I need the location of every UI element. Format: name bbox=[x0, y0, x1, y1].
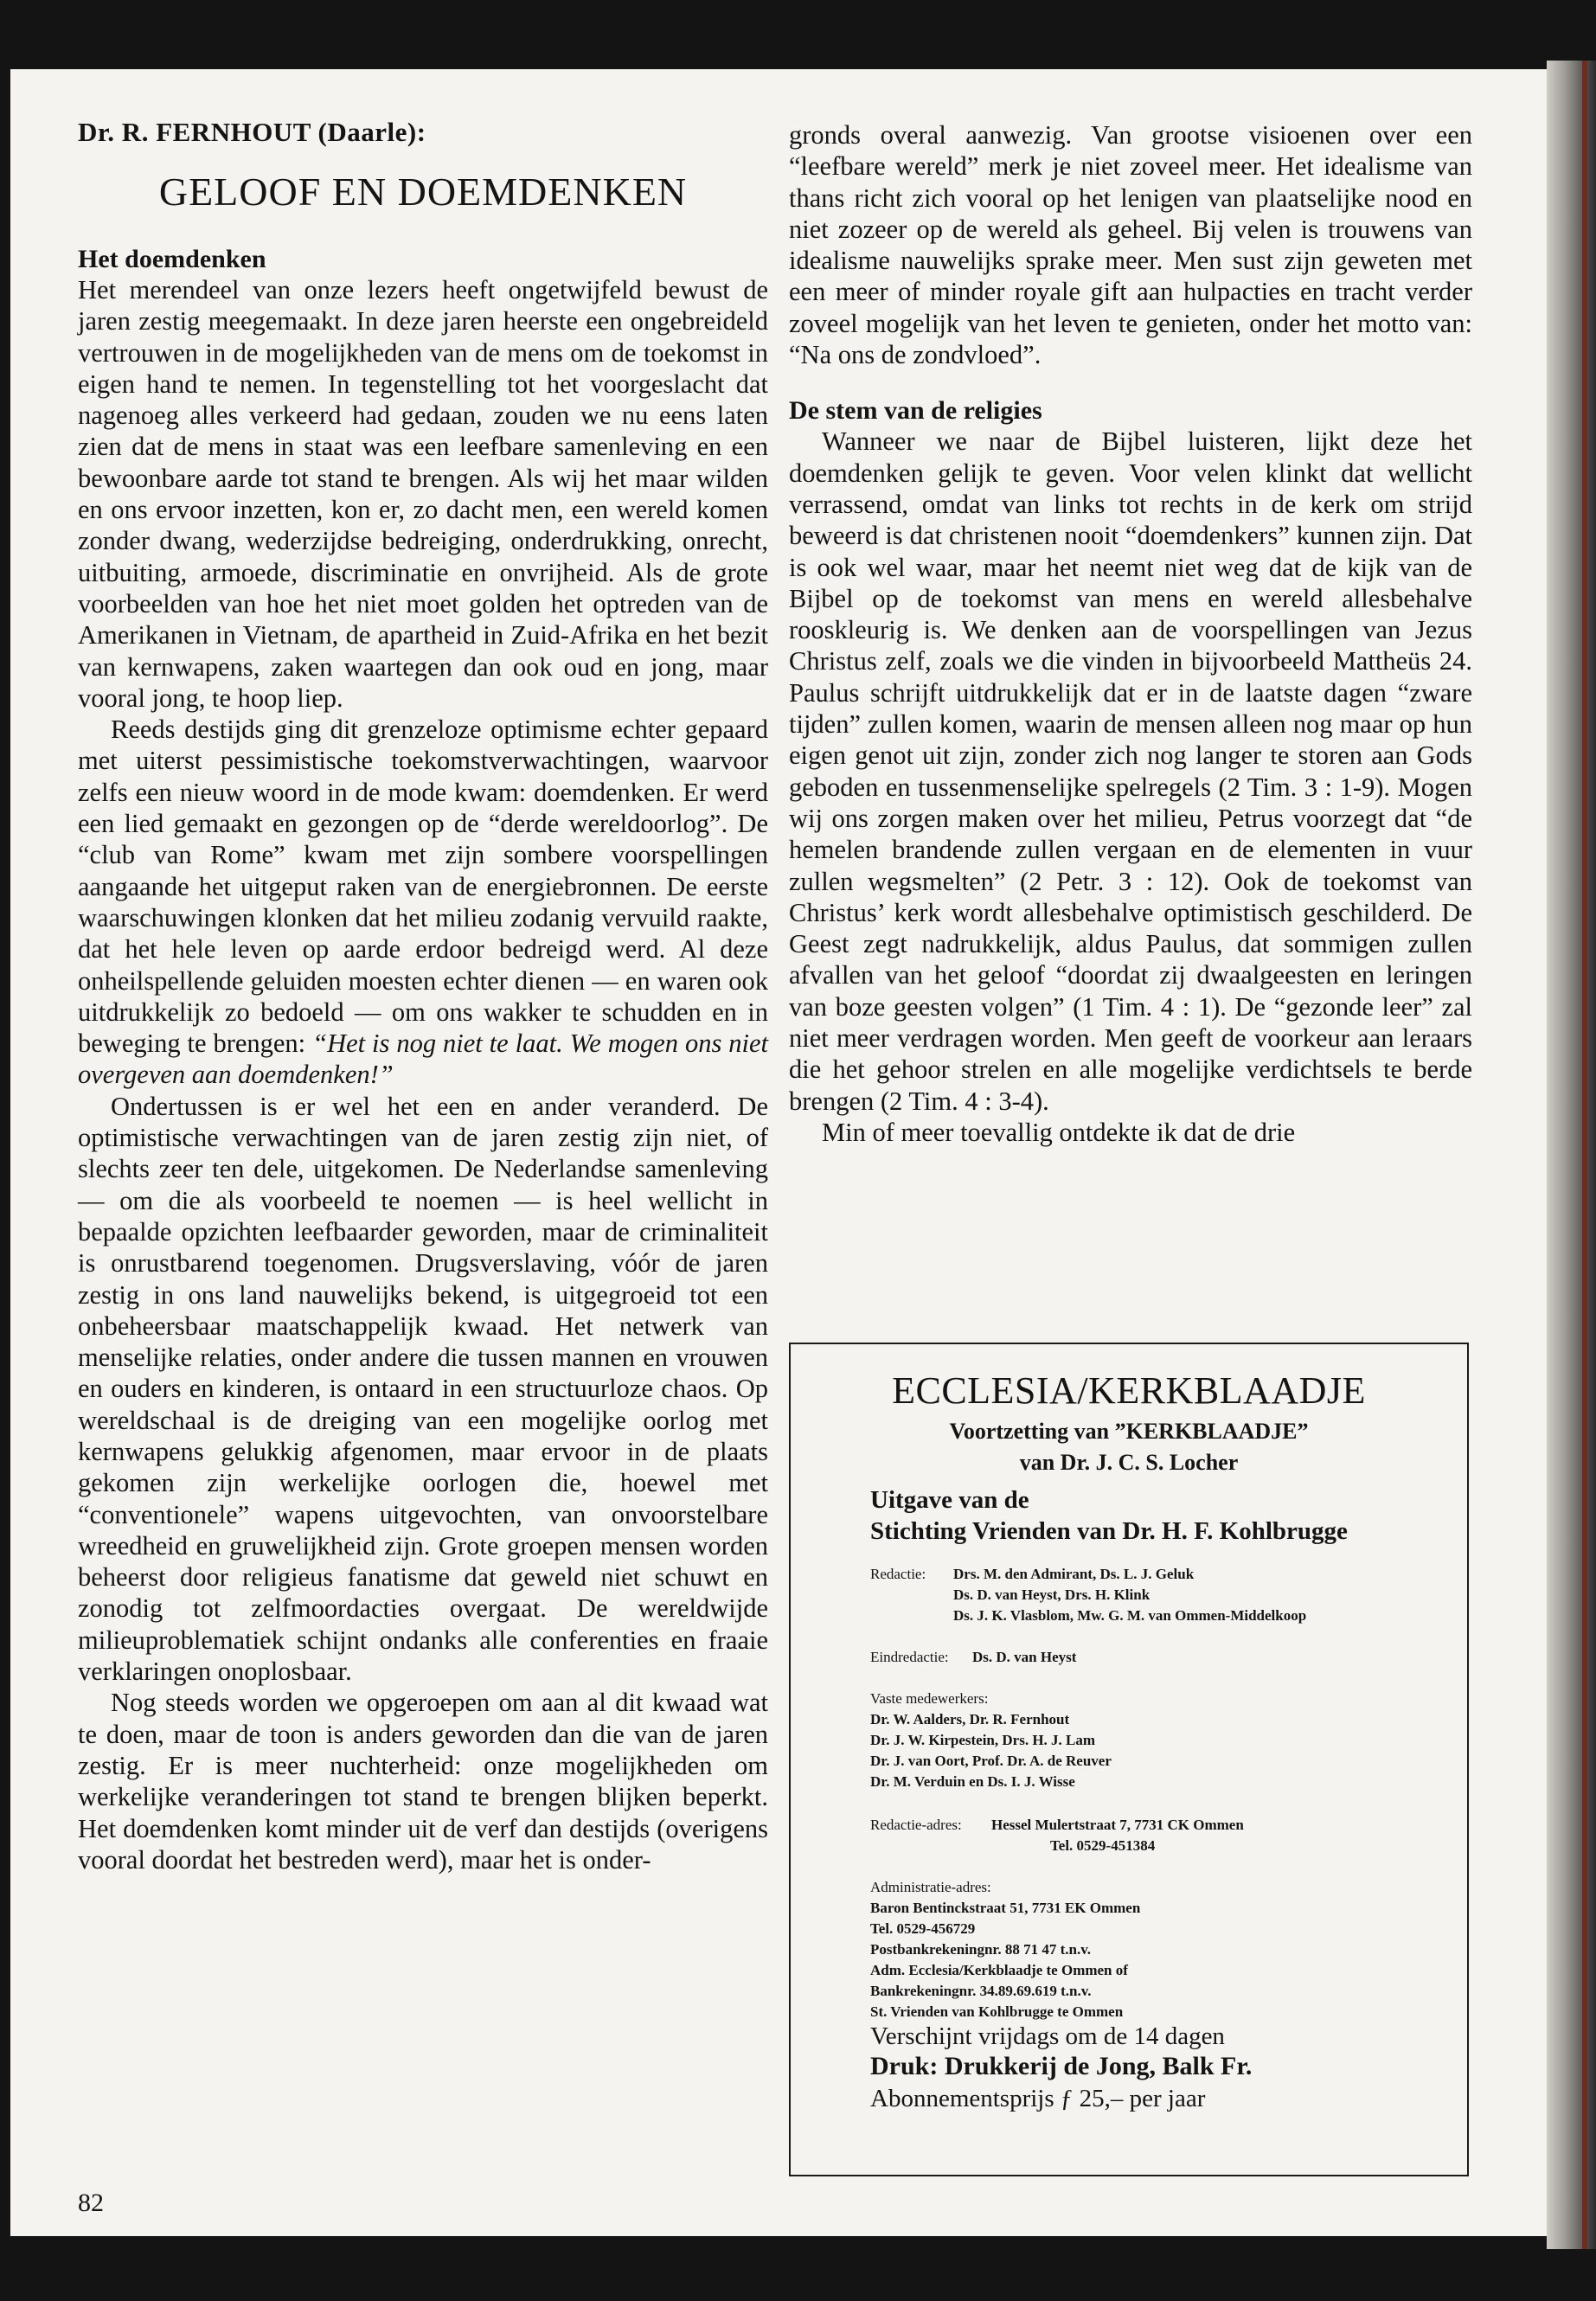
italic-quote: “Het is nog niet te laat. We mogen ons niet overgeven aan doemdenken!” bbox=[78, 1029, 768, 1090]
colophon-box bbox=[789, 1343, 1469, 2176]
right-column bbox=[789, 119, 1472, 1148]
publisher-line: Uitgave van de bbox=[870, 1486, 1029, 1514]
redactie-label: Redactie: bbox=[870, 1566, 926, 1582]
eindredactie-value: Ds. D. van Heyst bbox=[972, 1649, 1077, 1665]
paragraph: gronds overal aanwezig. Van grootse visioenen over een “leefbare wereld” merk je niet zoveel meer. Het idealisme van thans richt zich vooral op het lenigen van plaatselijke nood en niet zozeer op de wereld als geheel. Bij velen is trouwens van idealisme nauwelijks sprake meer. Men sust zijn geweten met een meer of minder royale gift aan hulpacties en tracht verder zoveel mogelijk van het leven te genieten, onder het motto van: “Na ons de zondvloed”. bbox=[789, 120, 1472, 370]
paragraph-text: Reeds destijds ging dit grenzeloze optimisme echter gepaard met uiterst pessimistische toekomstverwachtingen, waarvoor zelfs een nieuw woord in de mode kwam: doemdenken. Er werd een lied gemaakt en gezongen op de “derde wereldoorlog”. De “club van Rome” kwam met zijn sombere voorspellingen aangaande het uitgeput raken van de energiebronnen. De eerste waarschuwingen klonken dat het milieu zodanig vervuild raakte, dat het hele leven op aarde erdoor bedreigd werd. Al deze onheilspellende geluiden moesten echter dienen — en waren ook uitdrukkelijk zo bedoeld — om ons wakker te schudden en in beweging te brengen: bbox=[78, 715, 768, 1059]
eindredactie-label: Eindredactie: bbox=[870, 1649, 949, 1665]
redactie-line: Ds. J. K. Vlasblom, Mw. G. M. van Ommen-Middelkoop bbox=[953, 1607, 1307, 1624]
redactie-telefoon: Tel. 0529-451384 bbox=[1050, 1837, 1156, 1854]
paragraph: Wanneer we naar de Bijbel luisteren, lijkt deze het doemdenken gelijk te geven. Voor velen klinkt dat wellicht verrassend, omdat van links tot rechts in de kerk om strijd beweerd is dat christenen nooit “doemdenkers” kunnen zijn. Dat is ook wel waar, maar het neemt niet weg dat de kijk van de Bijbel op de toekomst van mens en wereld allesbehalve rooskleurig is. We denken aan de voorspellingen van Jezus Christus zelf, zoals we die vinden in bijvoorbeeld Mattheüs 24. Paulus schrijft uitdrukkelijk dat er in de laatste dagen “zware tijden” zullen komen, waarin de mensen alleen nog maar op hun eigen genot uit zijn, zonder zich nog langer te storen aan Gods geboden en tussenmenselijke spelregels (2 Tim. 3 : 1-9). Mogen wij ons zorgen maken over het milieu, Petrus voorzegt dat “de hemelen brandende zullen vergaan en de elementen in vuur zullen wegsmelten” (2 Petr. 3 : 12). Ook de toekomst van Christus’ kerk wordt allesbehalve optimistisch geschilderd. De Geest zegt nadrukkelijk, aldus Paulus, dat sommigen zullen afvallen van het geloof “doordat zij dwaalgeesten en leringen van boze geesten volgen” (1 Tim. 4 : 1). De “gezonde leer” zal niet meer verdragen worden. Men geeft de voorkeur aan leraars die het gehoor strelen en alle mogelijke verdichtsels te berde brengen (2 Tim. 4 : 3-4). bbox=[789, 426, 1472, 1116]
administratie-line: Bankrekeningnr. 34.89.69.619 t.n.v. bbox=[870, 1983, 1092, 1999]
administratie-line: St. Vrienden van Kohlbrugge te Ommen bbox=[870, 2003, 1124, 2020]
page-number: 82 bbox=[78, 2189, 104, 2217]
redactie-line: Ds. D. van Heyst, Drs. H. Klink bbox=[953, 1586, 1151, 1603]
left-column bbox=[78, 245, 768, 1875]
section-heading-religies: De stem van de religies bbox=[789, 396, 1042, 426]
colophon-subtitle: van Dr. J. C. S. Locher bbox=[1019, 1450, 1239, 1475]
medewerkers-line: Dr. J. van Oort, Prof. Dr. A. de Reuver bbox=[870, 1753, 1112, 1769]
section-heading-doemdenken: Het doemdenken bbox=[78, 245, 266, 273]
redactie-adres: Hessel Mulertstraat 7, 7731 CK Ommen bbox=[991, 1817, 1244, 1833]
colophon-title: ECCLESIA/KERKBLAADJE bbox=[892, 1369, 1366, 1412]
drukkerij-line: Druk: Drukkerij de Jong, Balk Fr. bbox=[870, 2052, 1253, 2080]
medewerkers-line: Dr. W. Aalders, Dr. R. Fernhout bbox=[870, 1711, 1070, 1727]
medewerkers-line: Dr. M. Verduin en Ds. I. J. Wisse bbox=[870, 1773, 1075, 1790]
paragraph: Het merendeel van onze lezers heeft ongetwijfeld bewust de jaren zestig meegemaakt. In deze jaren heerste een ongebreideld vertrouwen in de mogelijkheden van de mens om de toekomst in eigen hand te nemen. In tegenstelling tot het voorgeslacht dat nagenoeg alles verkeerd had gedaan, zouden we nu eens laten zien dat de mens in staat was een leefbare samenleving en een bewoonbare aarde tot stand te brengen. Als wij het maar wilden en ons ervoor inzetten, kon er, zo dacht men, een wereld komen zonder dwang, wederzijdse bedreiging, onderdrukking, onrecht, uitbuiting, armoede, discriminatie en onvrijheid. Als de grote voorbeelden van hoe het niet moet golden het optreden van de Amerikanen in Vietnam, de apartheid in Zuid-Afrika en het bezit van kernwapens, zaken waartegen dan ook oud en jong, maar vooral jong, te hoop liep. bbox=[78, 275, 768, 713]
administratie-line: Tel. 0529-456729 bbox=[870, 1920, 976, 1937]
administratie-line: Postbankrekeningnr. 88 71 47 t.n.v. bbox=[870, 1941, 1092, 1958]
paragraph: Nog steeds worden we opgeroepen om aan al dit kwaad wat te doen, maar de toon is anders geworden dan die van de jaren zestig. Er is meer nuchterheid: onze mogelijkheden om werkelijke veranderingen tot stand te brengen blijken beperkt. Het doemdenken komt minder uit de verf dan destijds (overigens vooral doordat het bestreden werd), maar het is onder- bbox=[78, 1688, 768, 1875]
administratie-line: Adm. Ecclesia/Kerkblaadje te Ommen of bbox=[870, 1962, 1128, 1978]
medewerkers-line: Dr. J. W. Kirpestein, Drs. H. J. Lam bbox=[870, 1732, 1096, 1748]
redactie-line: Drs. M. den Admirant, Ds. L. J. Geluk bbox=[953, 1566, 1195, 1582]
vaste-medewerkers-label: Vaste medewerkers: bbox=[870, 1690, 989, 1707]
administratie-label: Administratie-adres: bbox=[870, 1879, 991, 1895]
author-byline: Dr. R. FERNHOUT (Daarle): bbox=[78, 117, 426, 147]
verschijning-line: Verschijnt vrijdags om de 14 dagen bbox=[870, 2022, 1225, 2050]
publisher-name: Stichting Vrienden van Dr. H. F. Kohlbrugge bbox=[870, 1517, 1348, 1545]
administratie-line: Baron Bentinckstraat 51, 7731 EK Ommen bbox=[870, 1900, 1141, 1916]
paragraph: Ondertussen is er wel het een en ander veranderd. De optimistische verwachtingen van de jaren zestig zijn niet, of slechts zeer ten dele, uitgekomen. De Nederlandse samenleving — om die als voorbeeld te noemen — is heel wellicht in bepaalde opzichten leefbaarder geworden, maar de criminaliteit is onrustbarend toegenomen. Drugsverslaving, vóór de jaren zestig in ons land nauwelijks bekend, is uitgegroeid tot een onbeheersbaar maatschappelijk kwaad. Het netwerk van menselijke relaties, onder andere die tussen mannen en vrouwen en ouders en kinderen, is ontaard in een structuurloze chaos. Op wereldschaal is de dreiging van een mogelijke oorlog met kernwapens gelukkig afgenomen, maar ervoor in de plaats gekomen zijn werkelijke oorlogen die, hoewel met “conventionele” wapens uitgevochten, van onvoorstelbare wreedheid en gruwelijkheid zijn. Grote groepen mensen worden beheerst door religieus fanatisme dat geweld niet schuwt en zonodig tot zelfmoordacties overgaat. De wereldwijde milieuproblematiek schijnt ondanks alle conferenties en fraaie verklaringen onoplosbaar. bbox=[78, 1091, 768, 1687]
abonnementsprijs-line: Abonnementsprijs ƒ 25,– per jaar bbox=[870, 2085, 1206, 2112]
redactie-adres-label: Redactie-adres: bbox=[870, 1817, 962, 1833]
book-spine bbox=[1547, 61, 1596, 2249]
article-title: GELOOF EN DOEMDENKEN bbox=[158, 170, 688, 214]
paragraph: Min of meer toevallig ontdekte ik dat de drie bbox=[822, 1117, 1296, 1147]
scanned-page bbox=[10, 69, 1547, 2236]
paragraph bbox=[78, 714, 768, 1091]
colophon-subtitle: Voortzetting van ”KERKBLAADJE” bbox=[949, 1419, 1309, 1444]
